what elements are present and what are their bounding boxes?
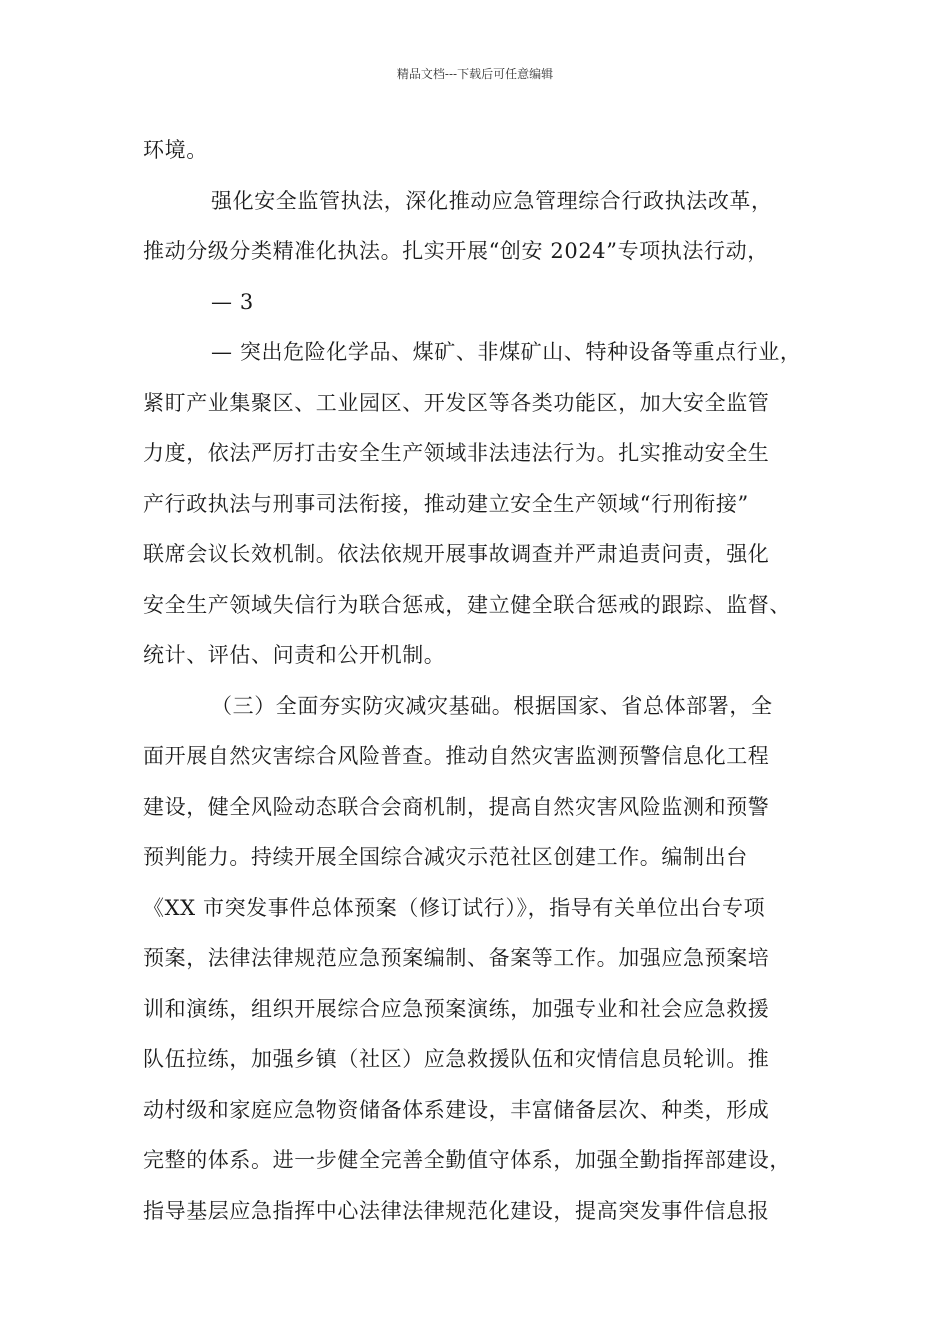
text-line: 紧盯产业集聚区、工业园区、开发区等各类功能区，加大安全监管 xyxy=(143,391,770,415)
text-line: 建设，健全风险动态联合会商机制，提高自然灾害风险监测和预警 xyxy=(143,795,770,819)
text-line: 产行政执法与刑事司法衔接，推动建立安全生产领域“行刑衔接” xyxy=(143,492,749,516)
text-line: 力度，依法严厉打击安全生产领域非法违法行为。扎实推动安全生 xyxy=(143,441,770,465)
text-line: 面开展自然灾害综合风险普查。推动自然灾害监测预警信息化工程 xyxy=(143,744,770,768)
text-line: 预判能力。持续开展全国综合减灾示范社区创建工作。编制出台 xyxy=(143,845,748,869)
text-line: 预案，法律法律规范应急预案编制、备案等工作。加强应急预案培 xyxy=(143,946,770,970)
page-header: 精品文档---下载后可任意编辑 xyxy=(396,67,554,81)
text-line: 推动分级分类精准化执法。扎实开展“创安 2024”专项执法行动， xyxy=(143,239,769,263)
text-line: 队伍拉练，加强乡镇（社区）应急救援队伍和灾情信息员轮训。推 xyxy=(143,1047,770,1071)
section-heading-line: （三）全面夯实防灾减灾基础。根据国家、省总体部署，全 xyxy=(211,694,773,718)
text-line: 安全生产领域失信行为联合惩戒，建立健全联合惩戒的跟踪、监督、 xyxy=(143,593,791,617)
text-line: 《XX 市突发事件总体预案（修订试行）》，指导有关单位出台专项 xyxy=(143,896,766,920)
text-line: 统计、评估、问责和公开机制。 xyxy=(143,643,446,667)
text-line: 指导基层应急指挥中心法律法律规范化建设，提高突发事件信息报 xyxy=(143,1199,770,1223)
text-line: 强化安全监管执法，深化推动应急管理综合行政执法改革， xyxy=(211,189,773,213)
text-line: 训和演练，组织开展综合应急预案演练，加强专业和社会应急救援 xyxy=(143,997,770,1021)
text-line: 完整的体系。进一步健全完善全勤值守体系，加强全勤指挥部建设， xyxy=(143,1148,791,1172)
text-line: 环境。 xyxy=(143,138,208,162)
text-line: 动村级和家庭应急物资储备体系建设，丰富储备层次、种类，形成 xyxy=(143,1098,770,1122)
text-line: 联席会议长效机制。依法依规开展事故调查并严肃追责问责，强化 xyxy=(143,542,770,566)
text-line: — 突出危险化学品、煤矿、非煤矿山、特种设备等重点行业， xyxy=(211,340,802,364)
page-number-line: — 3 xyxy=(211,290,254,314)
